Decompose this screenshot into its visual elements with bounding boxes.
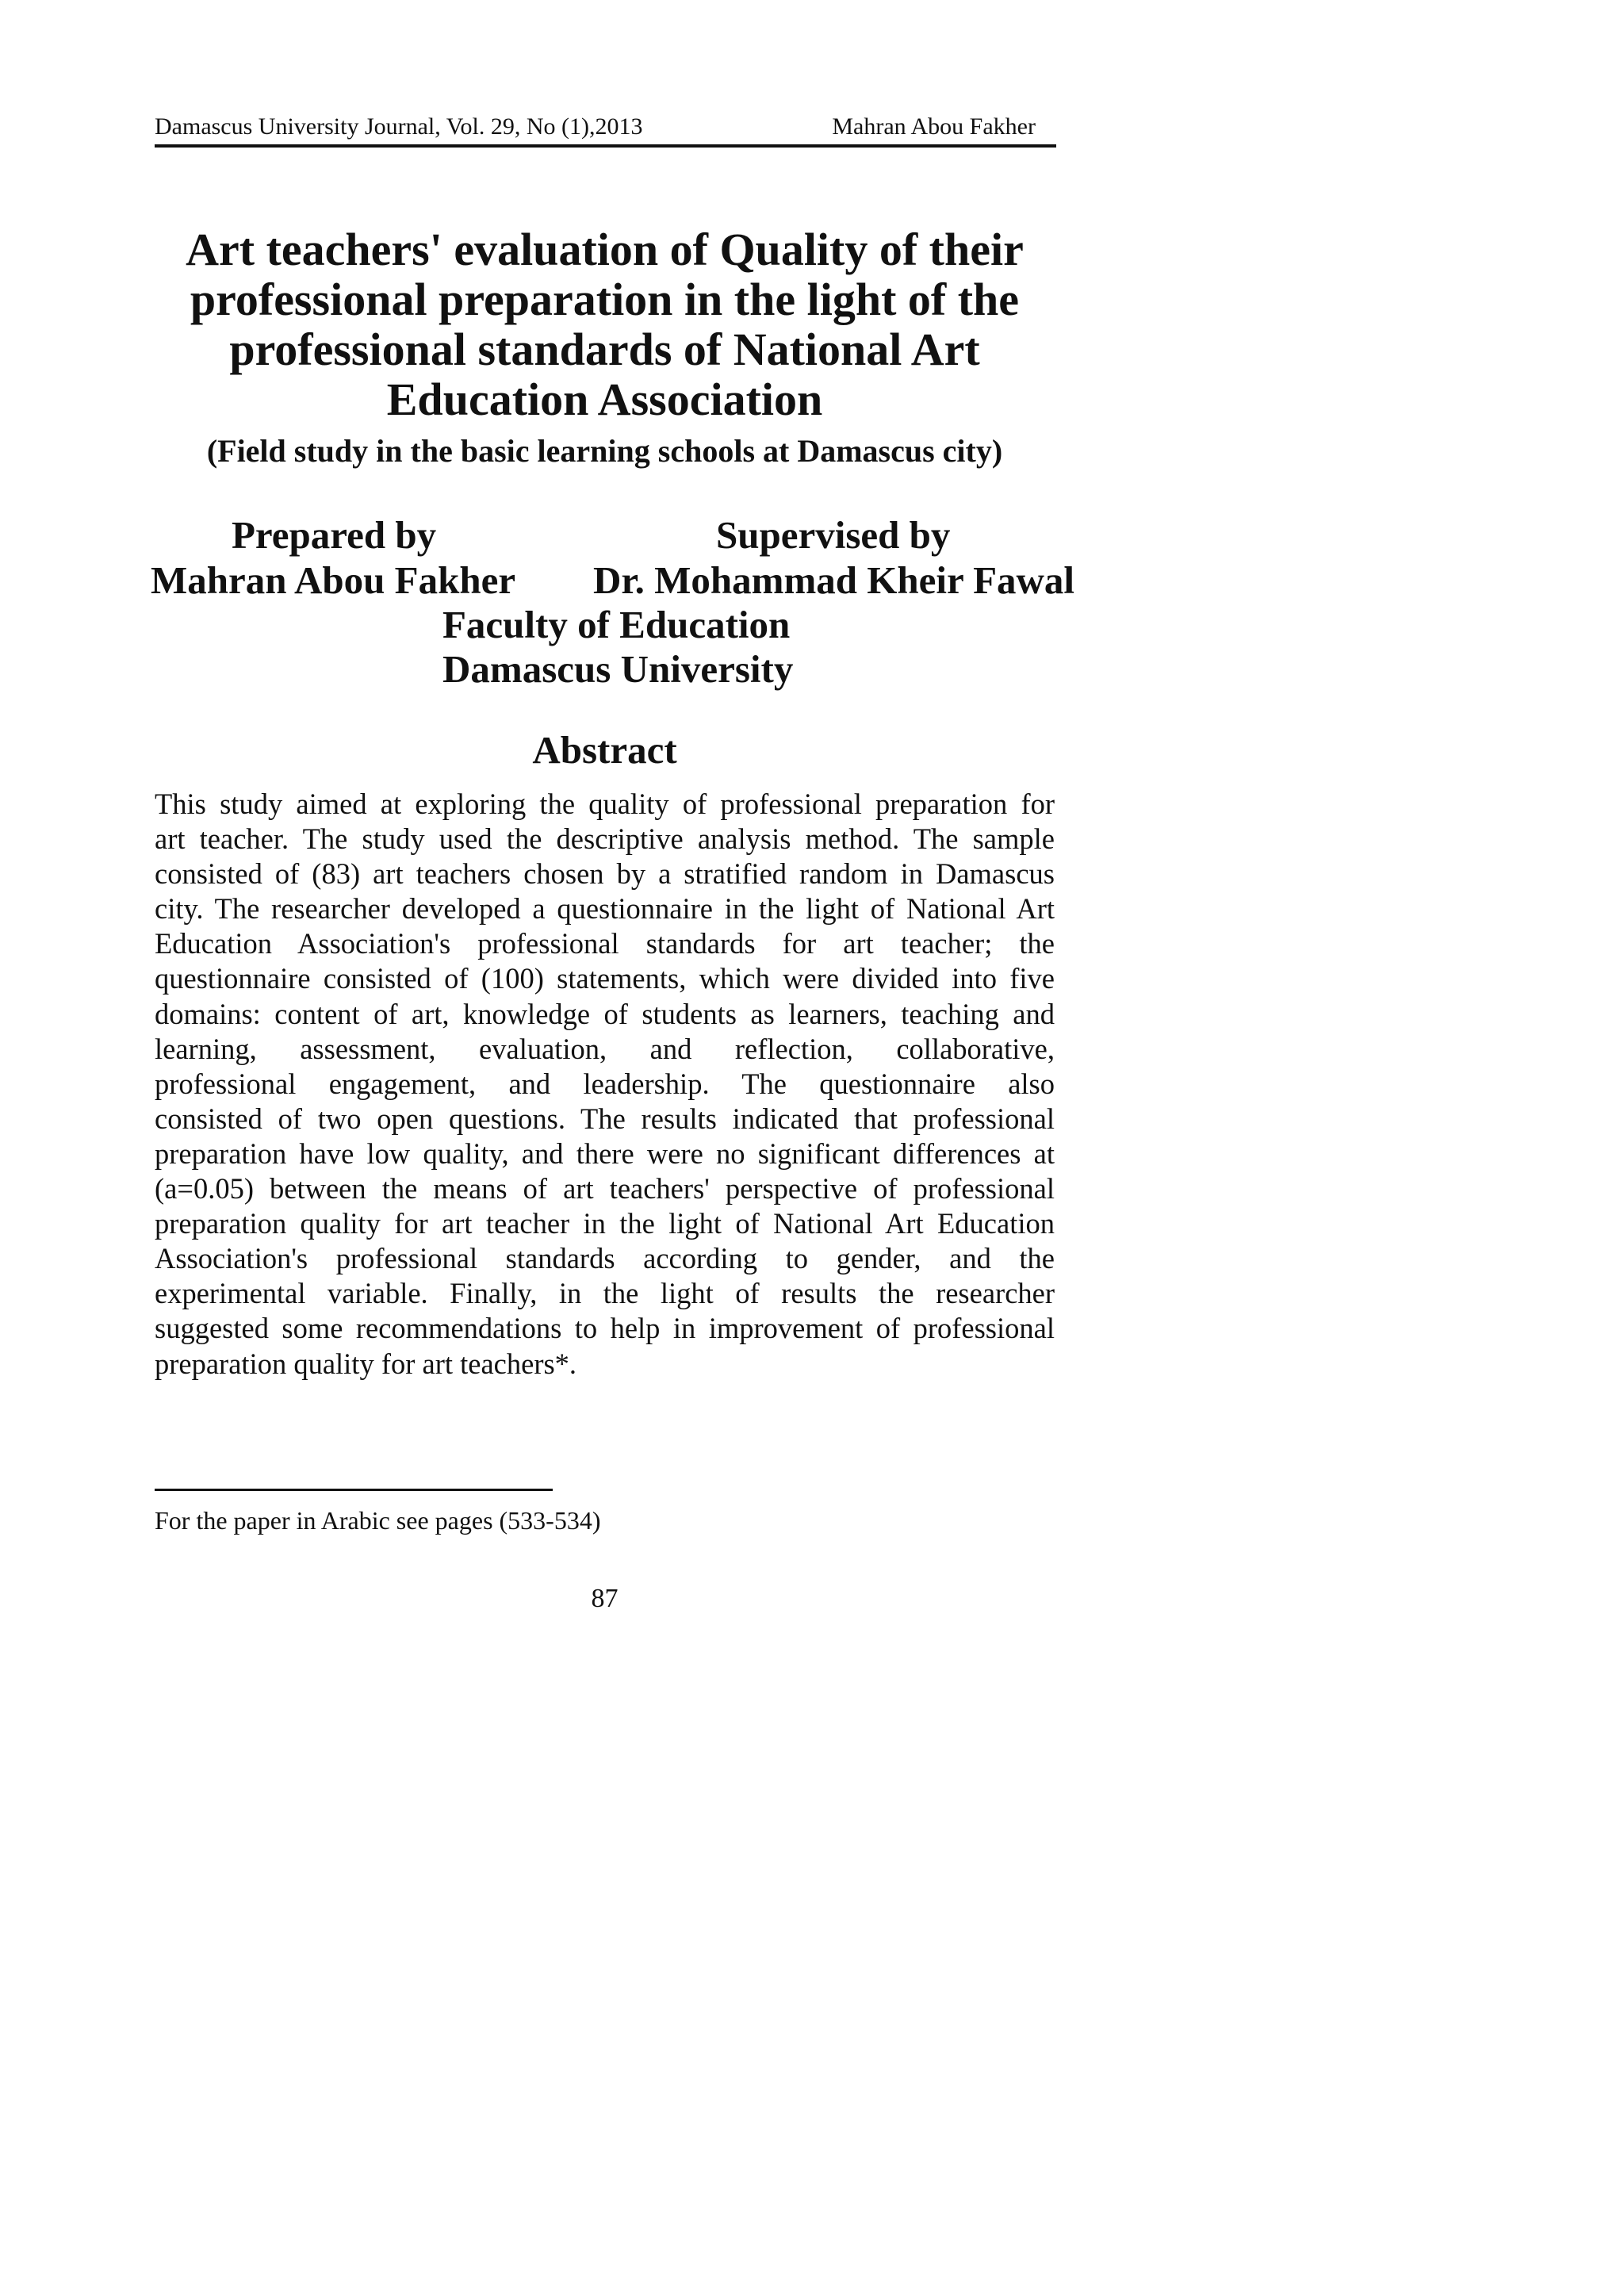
page-number: 87 bbox=[591, 1584, 619, 1613]
abstract-line: questionnaire consisted of (100) statements, which were divided into five bbox=[155, 962, 1055, 995]
supervised-by-label: Supervised by bbox=[716, 513, 951, 557]
footnote: For the paper in Arabic see pages (533-534) bbox=[155, 1506, 601, 1535]
abstract-line: This study aimed at exploring the quality of professional preparation for bbox=[155, 788, 1055, 820]
abstract-line: experimental variable. Finally, in the light of results the researcher bbox=[155, 1277, 1055, 1310]
abstract-line: art teacher. The study used the descriptive analysis method. The sample bbox=[155, 822, 1055, 856]
title-line: professional standards of National Art bbox=[229, 324, 980, 375]
abstract-line: consisted of (83) art teachers chosen by a stratified random in Damascus bbox=[155, 857, 1055, 891]
title-line: Education Association bbox=[386, 374, 823, 425]
running-author: Mahran Abou Fakher bbox=[832, 113, 1036, 140]
title-line: professional preparation in the light of the bbox=[190, 274, 1020, 325]
footnote-rule bbox=[155, 1489, 553, 1491]
author-name: Mahran Abou Fakher bbox=[151, 558, 516, 602]
header-rule bbox=[155, 144, 1056, 148]
abstract-heading: Abstract bbox=[532, 728, 677, 772]
faculty-name: Faculty of Education bbox=[442, 603, 791, 646]
abstract-line: suggested some recommendations to help in improvement of professional bbox=[155, 1312, 1055, 1345]
abstract-line: learning, assessment, evaluation, and reflection, collaborative, bbox=[155, 1032, 1055, 1065]
abstract-line: city. The researcher developed a questionnaire in the light of National Art bbox=[155, 892, 1055, 926]
university-name: Damascus University bbox=[442, 647, 794, 691]
abstract-line: Association's professional standards according to gender, and the bbox=[155, 1242, 1055, 1275]
abstract-line: professional engagement, and leadership. The questionnaire also bbox=[155, 1067, 1055, 1100]
prepared-by-label: Prepared by bbox=[232, 513, 437, 557]
supervisor-name: Dr. Mohammad Kheir Fawal bbox=[593, 558, 1075, 602]
paper-subtitle: (Field study in the basic learning schools at Damascus city) bbox=[206, 433, 1003, 469]
abstract-line: preparation quality for art teacher in the light of National Art Education bbox=[155, 1207, 1055, 1240]
abstract-body bbox=[155, 787, 1055, 1382]
abstract-line: preparation have low quality, and there were no significant differences at bbox=[155, 1137, 1055, 1170]
abstract-line: consisted of two open questions. The results indicated that professional bbox=[155, 1102, 1055, 1135]
abstract-line: domains: content of art, knowledge of students as learners, teaching and bbox=[155, 997, 1055, 1030]
paper-title bbox=[155, 224, 1055, 424]
running-header bbox=[155, 111, 1055, 143]
abstract-line: Education Association's professional standards for art teacher; the bbox=[155, 927, 1055, 960]
title-line: Art teachers' evaluation of Quality of their bbox=[186, 224, 1024, 275]
abstract-line: preparation quality for art teachers*. bbox=[155, 1347, 577, 1380]
abstract-line: (a=0.05) between the means of art teachers' perspective of professional bbox=[155, 1172, 1055, 1205]
journal-citation: Damascus University Journal, Vol. 29, No (1),2013 bbox=[155, 113, 643, 140]
